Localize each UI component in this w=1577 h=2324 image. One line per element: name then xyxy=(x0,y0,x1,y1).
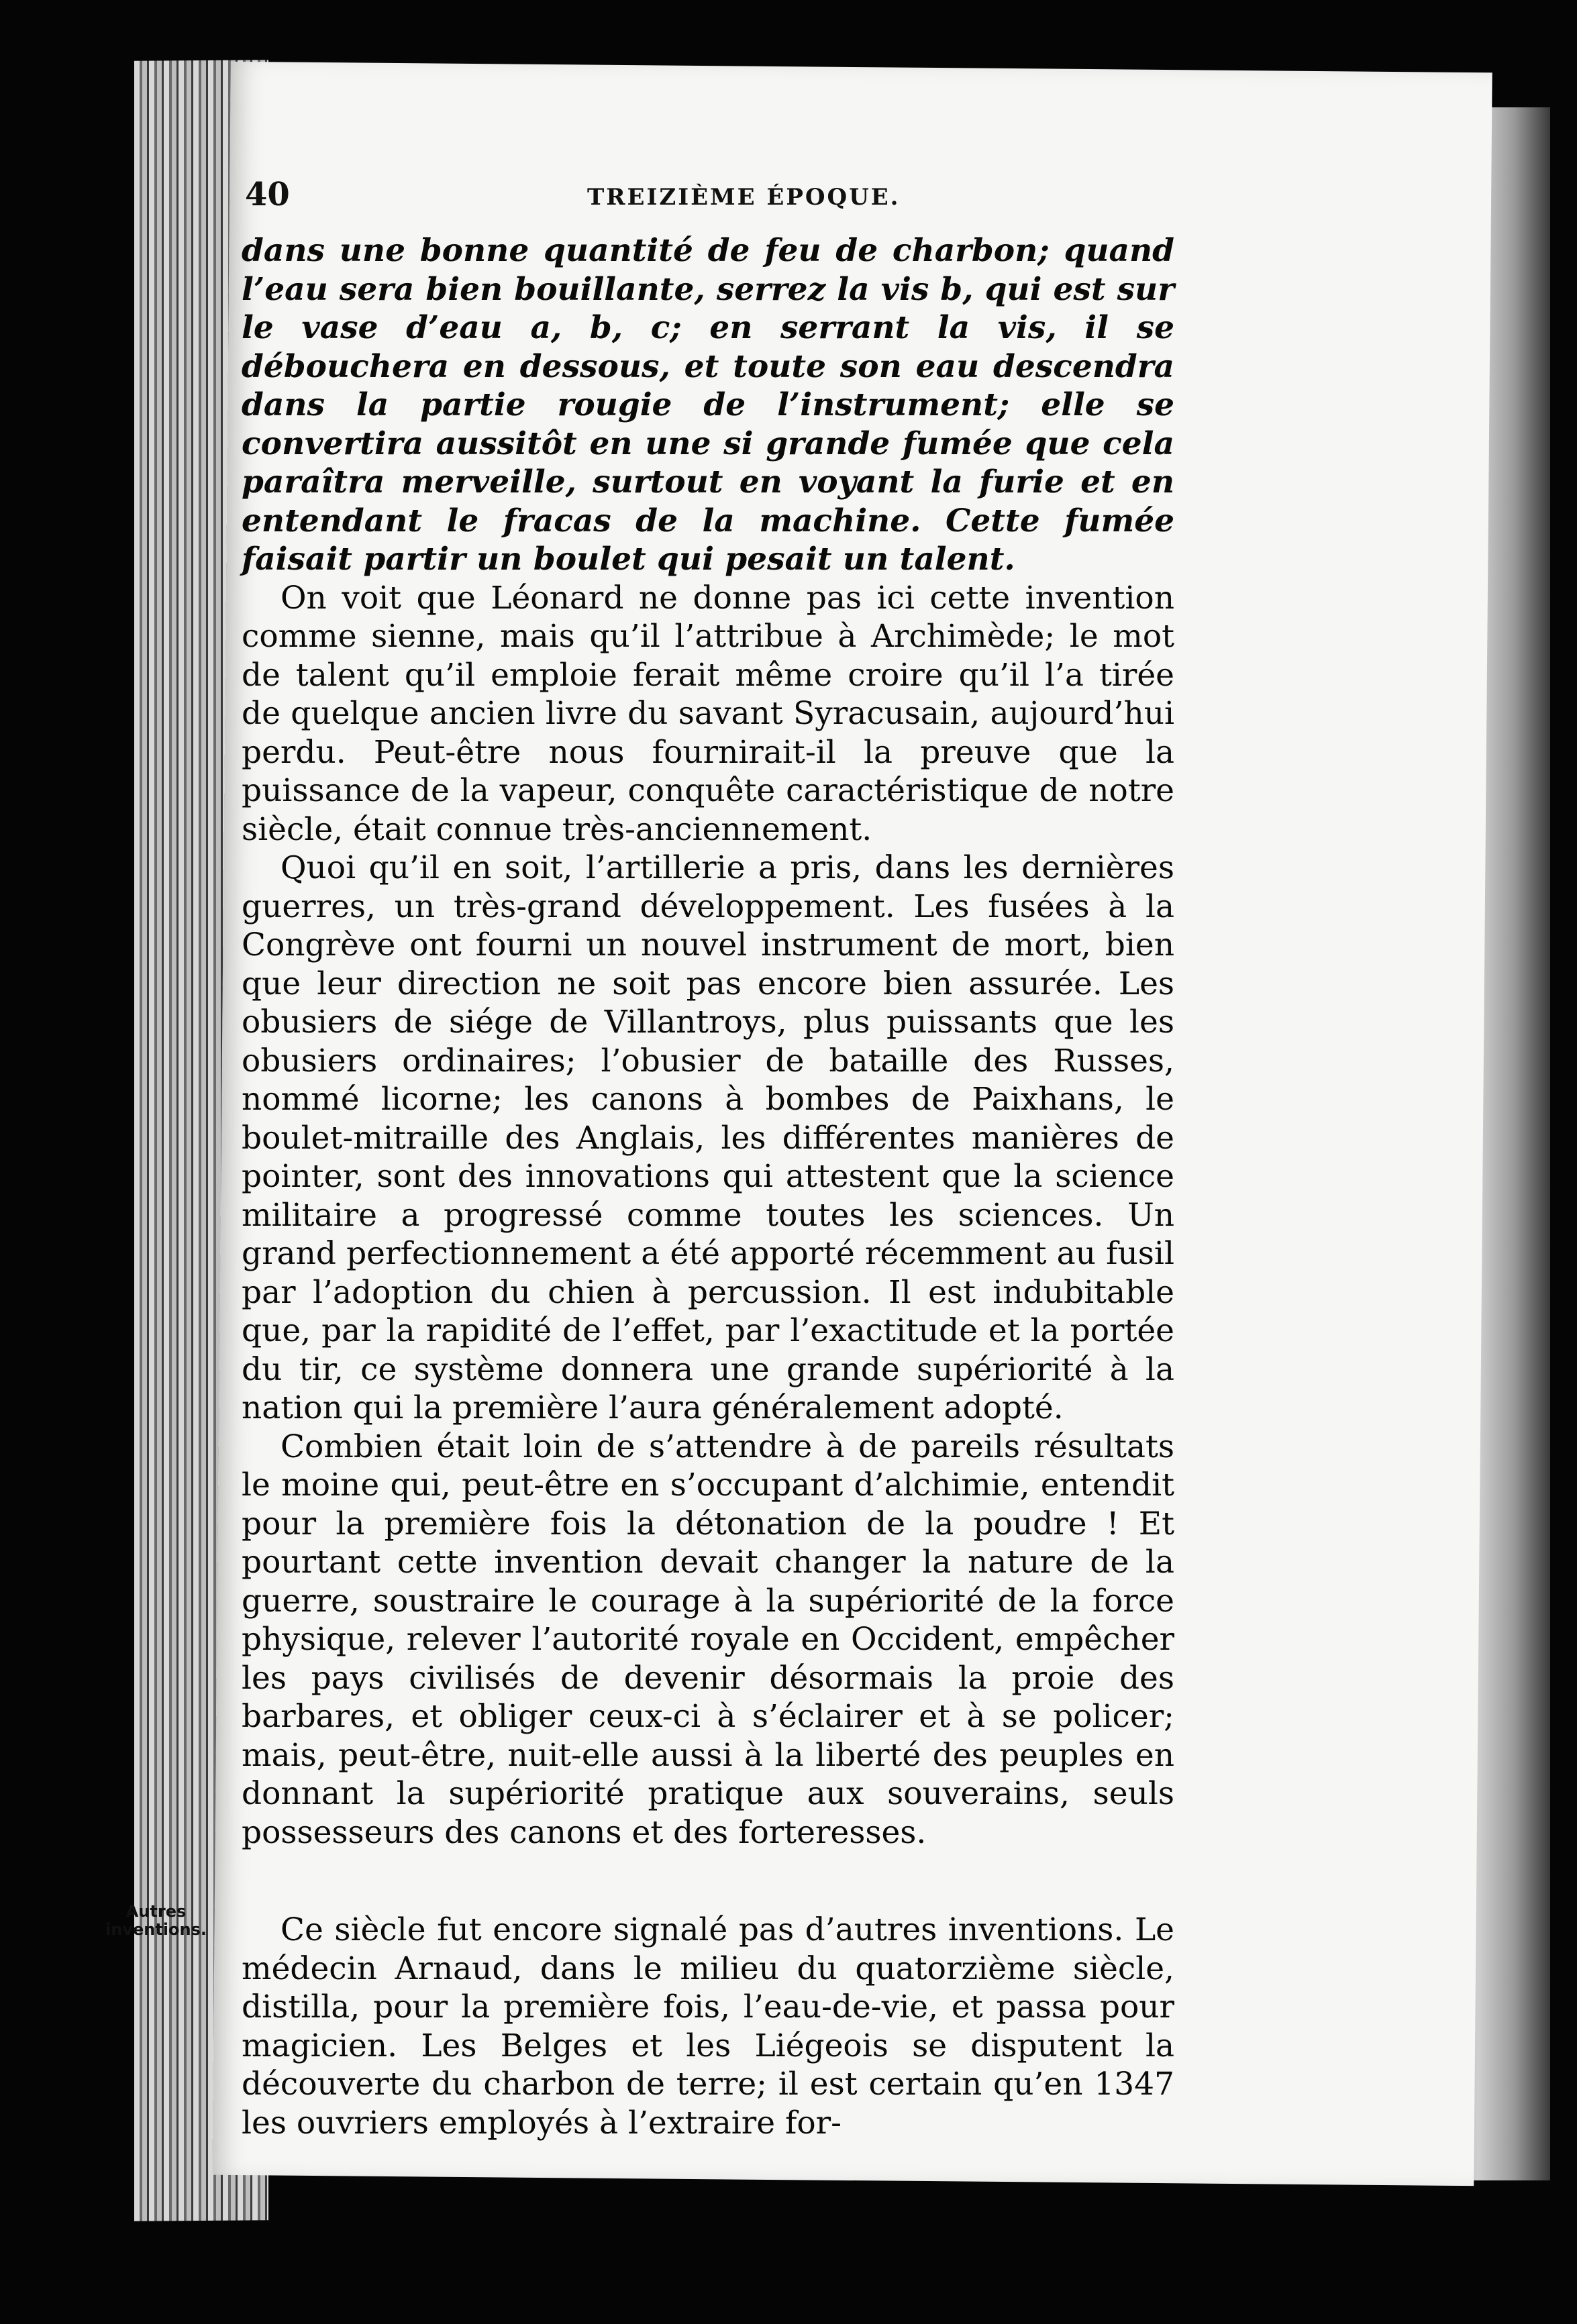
paragraph-4: Ce siècle fut encore signalé pas d’autres inventions. Le médecin Arnaud, dans le milieu du quatorzième siècle, distilla, pour la première fois, l’eau-de-vie, et passa pour magicien. Les Belges et les Liégeois se disputent la découverte du charbon de terre; il est certain qu’en 1347 les ouvriers employés à l’extraire for- xyxy=(242,1911,1174,2142)
quoted-passage: dans une bonne quantité de feu de charbon; quand l’eau sera bien bouillante, serrez la vis b, qui est sur le vase d’eau a, b, c; en serrant la vis, il se débouchera en dessous, et toute son eau descendra dans la partie rougie de l’instrument; elle se convertira aussitôt en une si grande fumée que cela paraîtra merveille, surtout en voyant la furie et en entendant le fracas de la machine. Cette fumée faisait partir un boulet qui pesait un talent. xyxy=(242,232,1174,578)
paragraph-1: On voit que Léonard ne donne pas ici cette invention comme sienne, mais qu’il l’attribue à Archimède; le mot de talent qu’il emploie ferait même croire qu’il l’a tirée de quelque ancien livre du savant Syracusain, aujourd’hui perdu. Peut-être nous fournirait-il la preuve que la puissance de la vapeur, conquête caractéristique de notre siècle, était connue très-anciennement. xyxy=(242,579,1174,848)
page-body xyxy=(105,231,1174,2142)
paragraph-3: Combien était loin de s’attendre à de pareils résultats le moine qui, peut-être en s’occupant d’alchimie, entendit pour la première fois la détonation de la poudre ! Et pourtant cette invention devait changer la nature de la guerre, soustraire le courage à la supériorité de la force physique, relever l’autorité royale en Occident, empêcher les pays civilisés de devenir désormais la proie des barbares, et obliger ceux-ci à s’éclairer et à se policer; mais, peut-être, nuit-elle aussi à la liberté des peuples en donnant la supériorité pratique aux souverains, seuls possesseurs des canons et des forteresses. xyxy=(242,1428,1174,1851)
margin-note: Autres inventions. xyxy=(105,1902,207,1939)
page-header xyxy=(245,176,1423,223)
paragraph-2: Quoi qu’il en soit, l’artillerie a pris, dans les dernières guerres, un très-grand développement. Les fusées à la Congrève ont fourni un nouvel instrument de mort, bien que leur direction ne soit pas encore bien assurée. Les obusiers de siége de Villantroys, plus puissants que les obusiers ordinaires; l’obusier de bataille des Russes, nommé licorne; les canons à bombes de Paixhans, le boulet-mitraille des Anglais, les différentes manières de pointer, sont des innovations qui attestent que la science militaire a progressé comme toutes les sciences. Un grand perfectionnement a été apporté récemment au fusil par l’adoption du chien à percussion. Il est indubitable que, par la rapidité de l’effet, par l’exactitude et la portée du tir, ce système donnera une grande supériorité à la nation qui la première l’aura généralement adopté. xyxy=(242,849,1174,1426)
section-autres-inventions xyxy=(105,1902,1174,2142)
running-title: TREIZIÈME ÉPOQUE. xyxy=(587,184,901,211)
page-number: 40 xyxy=(245,176,290,213)
